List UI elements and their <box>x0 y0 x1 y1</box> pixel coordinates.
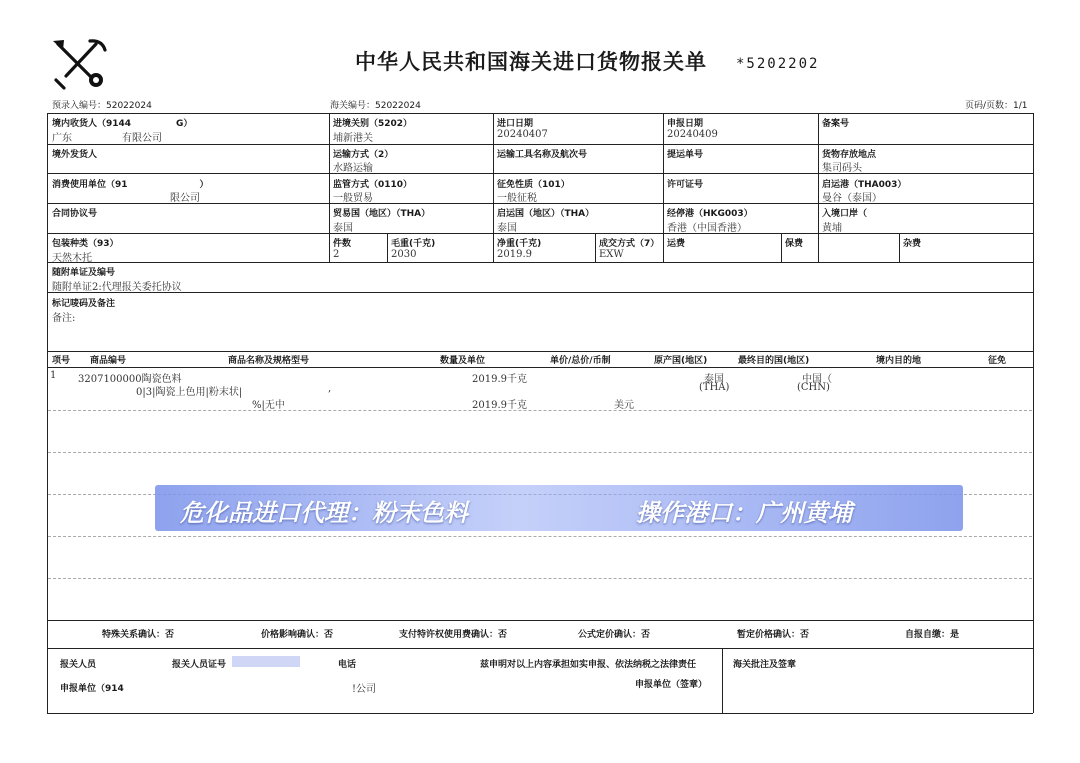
document-title: 中华人民共和国海关进口货物报关单 <box>355 50 707 74</box>
pieces-value: 2 <box>333 249 340 260</box>
insurance-label: 保费 <box>785 239 804 249</box>
departure-label: 启运港（THA003） <box>822 180 907 190</box>
transport-label: 运输方式（2） <box>333 150 394 160</box>
customs-number: 海关编号：52022024 <box>330 101 421 111</box>
supervision-value: 一般贸易 <box>333 193 373 204</box>
goods-code-name: 3207100000陶瓷色料 <box>78 374 182 385</box>
declarant-label: 报关人员 <box>60 660 97 670</box>
goods-spec: 0|3|陶瓷上色用|粉末状| <box>136 387 243 398</box>
customs-approval-label: 海关批注及签章 <box>733 660 797 670</box>
transport-value: 水路运输 <box>333 163 373 174</box>
goods-item-no: 1 <box>50 370 57 381</box>
goods-currency: 美元 <box>614 400 634 411</box>
special-relation-confirm: 特殊关系确认：否 <box>102 630 175 640</box>
goods-origin: 泰国 <box>704 374 724 385</box>
phone-label: 电话 <box>338 660 357 670</box>
deal-value: EXW <box>599 249 624 260</box>
levy-value: 一般征税 <box>497 193 537 204</box>
declare-date-value: 20240409 <box>667 129 718 140</box>
net-weight-label: 净重(千克) <box>497 239 542 249</box>
col-name-spec: 商品名称及规格型号 <box>228 356 310 366</box>
col-code: 商品编号 <box>90 356 127 366</box>
entry-label: 入境口岸（ <box>822 209 868 219</box>
package-value: 天然木托 <box>52 253 92 264</box>
declaring-unit-end: !公司 <box>352 684 377 695</box>
goods-quantity-1: 2019.9千克 <box>472 374 527 385</box>
declare-date-label: 申报日期 <box>667 119 704 129</box>
trade-country-label: 贸易国（地区）（THA） <box>333 209 431 219</box>
page-count: 页码/页数：1/1 <box>965 101 1028 111</box>
user-label: 消费使用单位（91 ） <box>52 180 209 190</box>
declarant-id-label: 报关人员证号 <box>172 660 227 670</box>
origin-country-label: 启运国（地区）（THA） <box>497 209 595 219</box>
license-label: 许可证号 <box>667 180 704 190</box>
docs-value: 随附单证2:代理报关委托协议 <box>52 282 182 293</box>
departure-value: 曼谷（泰国） <box>822 193 882 204</box>
bl-label: 提运单号 <box>667 150 704 160</box>
goods-dest-code: (CHN) <box>797 382 830 393</box>
col-origin: 原产国(地区) <box>654 356 708 366</box>
trade-country-value: 泰国 <box>333 223 353 234</box>
storage-label: 货物存放地点 <box>822 150 877 160</box>
self-declare-confirm: 自报自缴：是 <box>905 630 960 640</box>
misc-label: 杂费 <box>903 239 922 249</box>
origin-country-value: 泰国 <box>497 223 517 234</box>
banner-right-text: 操作港口：广州黄埔 <box>636 499 852 527</box>
contract-label: 合同协议号 <box>52 209 98 219</box>
declaring-unit-label: 申报单位（914 <box>60 684 124 694</box>
col-levy: 征免 <box>988 356 1007 366</box>
formula-price-confirm: 公式定价确认：否 <box>578 630 651 640</box>
levy-label: 征免性质（101） <box>497 180 570 190</box>
redacted-block <box>232 656 300 667</box>
goods-dest: 中国（ <box>802 374 832 385</box>
net-weight-value: 2019.9 <box>497 249 532 260</box>
transit-value: 香港（中国香港） <box>667 223 747 234</box>
goods-spec-2: %|无中 <box>252 400 285 411</box>
import-date-value: 20240407 <box>497 129 548 140</box>
vessel-label: 运输工具名称及航次号 <box>497 150 588 160</box>
pre-entry-number: 预录入编号：52022024 <box>52 101 152 111</box>
entry-value: 黄埔 <box>822 223 842 234</box>
import-date-label: 进口日期 <box>497 119 534 129</box>
royalty-confirm: 支付特许权使用费确认：否 <box>399 630 508 640</box>
banner-left-text: 危化品进口代理：粉末色料 <box>180 499 468 527</box>
filing-label: 备案号 <box>822 119 850 129</box>
supervision-label: 监管方式（0110） <box>333 180 413 190</box>
customs-emblem-icon <box>50 36 108 90</box>
freight-label: 运费 <box>667 239 686 249</box>
goods-origin-code: (THA) <box>699 382 730 393</box>
shipper-label: 境外发货人 <box>52 150 98 160</box>
col-quantity: 数量及单位 <box>440 356 486 366</box>
entry-port-value: 埔新港关 <box>333 133 373 144</box>
col-domestic-dest: 境内目的地 <box>876 356 922 366</box>
deal-label: 成交方式（7） <box>599 239 660 249</box>
docs-label: 随附单证及编号 <box>52 268 116 278</box>
price-influence-confirm: 价格影响确认：否 <box>261 630 334 640</box>
transit-label: 经停港（HKG003） <box>667 209 753 219</box>
package-label: 包装种类（93） <box>52 239 119 249</box>
gross-weight-label: 毛重(千克) <box>391 239 436 249</box>
consignee-label: 境内收货人（9144 G） <box>52 119 193 129</box>
provisional-price-confirm: 暂定价格确认：否 <box>737 630 810 640</box>
col-price: 单价/总价/币制 <box>550 356 611 366</box>
col-final-dest: 最终目的国(地区) <box>738 356 810 366</box>
serial-number: *5202202 <box>736 56 820 72</box>
consignee-value: 广东 有限公司 <box>52 133 162 144</box>
legal-statement: 兹申明对以上内容承担如实申报、依法纳税之法律责任 <box>480 660 697 670</box>
gross-weight-value: 2030 <box>391 249 417 260</box>
storage-value: 集司码头 <box>822 163 862 174</box>
entry-port-label: 进境关别（5202） <box>333 119 413 129</box>
marks-value: 备注: <box>52 313 76 324</box>
user-value: 限公司 <box>170 193 200 204</box>
goods-spec-comma: , <box>328 383 332 394</box>
marks-label: 标记唛码及备注 <box>52 299 116 309</box>
unit-seal-label: 申报单位（签章） <box>635 680 708 690</box>
goods-quantity-2: 2019.9千克 <box>472 400 527 411</box>
pieces-label: 件数 <box>333 239 352 249</box>
col-item-no: 项号 <box>52 356 71 366</box>
